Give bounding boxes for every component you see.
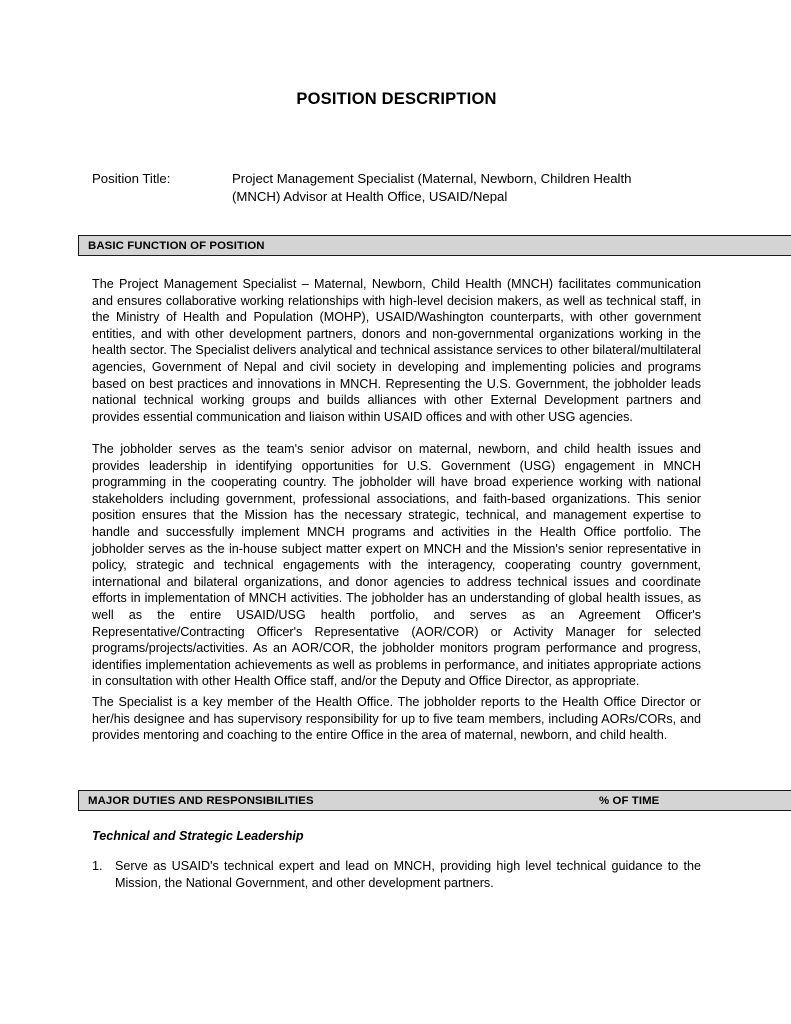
position-title-value-line-1: Project Management Specialist (Maternal, Newborn, Children Health xyxy=(232,171,632,186)
section-header-basic-function-label: BASIC FUNCTION OF POSITION xyxy=(88,239,265,252)
major-duties-subheading: Technical and Strategic Leadership xyxy=(92,829,304,843)
section-header-basic-function xyxy=(78,235,791,256)
position-title-row xyxy=(92,170,701,205)
position-title-value xyxy=(232,170,701,205)
position-title-value-line-2: (MNCH) Advisor at Health Office, USAID/Nepal xyxy=(232,188,508,204)
page-title: POSITION DESCRIPTION xyxy=(296,90,497,108)
major-duties-list xyxy=(92,858,701,900)
section-header-major-duties xyxy=(78,790,791,811)
position-title-label: Position Title: xyxy=(92,171,171,186)
list-item xyxy=(92,858,701,891)
basic-function-paragraph-2: The jobholder serves as the team's senior advisor on maternal, newborn, and child health issues and provides leadership in identifying opportunities for U.S. Government (USG) engagement in MNCH programming in the cooperating country. The jobholder will have broad experience working with national stakeholders including government, professional associations, and faith-based organizations. This senior position ensures that the Mission has the necessary strategic, technical, and management expertise to handle and successfully implement MNCH programs and activities in the Health Office portfolio. The jobholder serves as the in-house subject matter expert on MNCH and the Mission's senior representative in policy, strategic and technical engagements with the interagency, cooperating country government, international and bilateral organizations, and donor agencies to address technical issues and coordinate efforts in implementation of MNCH activities. The jobholder has an understanding of global health issues, as well as the entire USAID/USG health portfolio, and serves as an Agreement Officer's Representative/Contracting Officer's Representative (AOR/COR) or Activity Manager for selected programs/projects/activities. As an AOR/COR, the jobholder monitors program performance and progress, identifies implementation achievements as well as problems in performance, and initiates appropriate actions in consultation with other Health Office staff, and/or the Deputy and Office Director, as appropriate. xyxy=(92,442,701,689)
section-header-major-duties-label: MAJOR DUTIES AND RESPONSIBILITIES xyxy=(88,794,314,807)
basic-function-paragraph-3: The Specialist is a key member of the Health Office. The jobholder reports to the Health Office Director or her/his designee and has supervisory responsibility for up to five team members, including AORs/CORs, and provides mentoring and coaching to the entire Office in the area of maternal, newborn, and child health. xyxy=(92,695,701,743)
list-item-text: Serve as USAID's technical expert and lead on MNCH, providing high level technical guidance to the Mission, the National Government, and other development partners. xyxy=(115,859,701,890)
list-item-marker: 1. xyxy=(92,859,103,873)
section-header-percent-of-time-label: % OF TIME xyxy=(599,794,660,807)
basic-function-paragraph-1: The Project Management Specialist – Maternal, Newborn, Child Health (MNCH) facilitates communication and ensures collaborative working relationships with high-level decision makers, as well as technical staff, in the Ministry of Health and Population (MOHP), USAID/Washington counterparts, with other government entities, and with other development partners, donors and non-governmental organizations working in the health sector. The Specialist delivers analytical and technical assistance services to other bilateral/multilateral agencies, Government of Nepal and civil society in developing and implementing policies and programs based on best practices and innovations in MNCH. Representing the U.S. Government, the jobholder leads national technical working groups and builds alliances with other External Development partners and provides essential communication and liaison within USAID offices and with other USG agencies. xyxy=(92,277,701,424)
